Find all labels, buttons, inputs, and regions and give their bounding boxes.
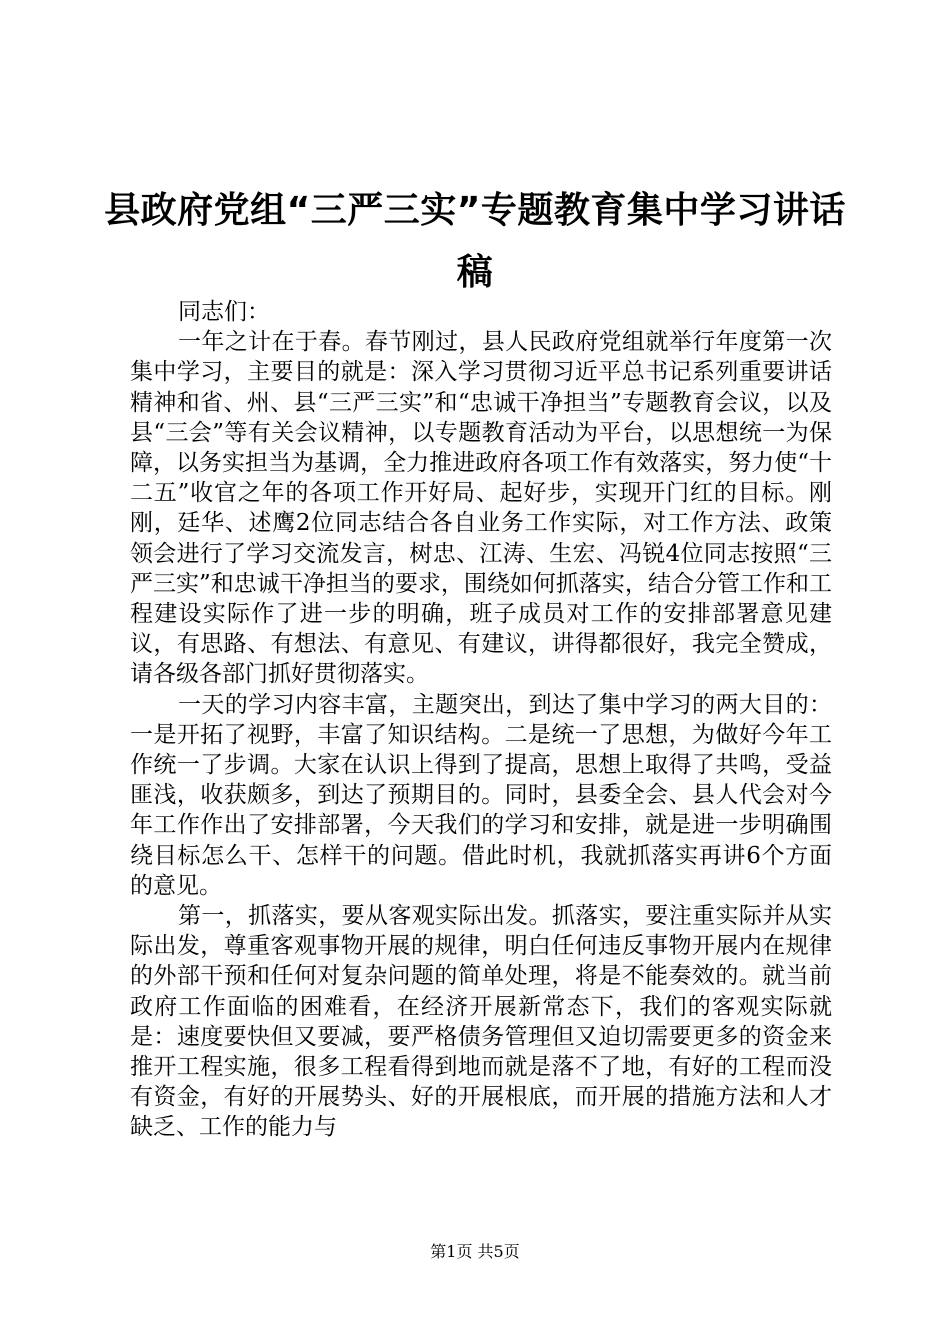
- paragraph-1: 一年之计在于春。春节刚过，县人民政府党组就举行年度第一次集中学习，主要目的就是：深入学习贯彻习近平总书记系列重要讲话精神和省、州、县“三严三实”和“忠诚干净担当”专题教育会议，以及县“三会”等有关会议精神，以专题教育活动为平台，以思想统一为保障，以务实担当为基调，全力推进政府各项工作有效落实，努力使“十二五”收官之年的各项工作开好局、起好步，实现开门红的目标。刚刚，廷华、述鹰2位同志结合各自业务工作实际，对工作方法、政策领会进行了学习交流发言，树忠、江涛、生宏、冯锐4位同志按照“三严三实”和忠诚干净担当的要求，围绕如何抓落实，结合分管工作和工程建设实际作了进一步的明确，班子成员对工作的安排部署意见建议，有思路、有想法、有意见、有建议，讲得都很好，我完全赞成，请各级各部门抓好贯彻落实。: [130, 329, 832, 688]
- paragraph-2: 一天的学习内容丰富，主题突出，到达了集中学习的两大目的：一是开拓了视野，丰富了知识结构。二是统一了思想，为做好今年工作统一了步调。大家在认识上得到了提高，思想上取得了共鸣，受益匪浅，收获颇多，到达了预期目的。同时，县委全会、县人代会对今年工作作出了安排部署，今天我们的学习和安排，就是进一步明确围绕目标怎么干、怎样干的问题。借此时机，我就抓落实再讲6个方面的意见。: [130, 691, 832, 899]
- paragraph-3: 第一，抓落实，要从客观实际出发。抓落实，要注重实际并从实际出发，尊重客观事物开展的规律，明白任何违反事物开展内在规律的外部干预和任何对复杂问题的简单处理，将是不能奏效的。就当前政府工作面临的困难看，在经济开展新常态下，我们的客观实际就是：速度要快但又要减，要严格债务管理但又迫切需要更多的资金来推开工程实施，很多工程看得到地而就是落不了地，有好的工程而没有资金，有好的开展势头、好的开展根底，而开展的措施方法和人才缺乏、工作的能力与: [130, 903, 832, 1141]
- salutation: 同志们：: [178, 299, 270, 325]
- document-body: [130, 297, 832, 1143]
- page-number-footer: 第1页 共5页: [430, 1242, 520, 1261]
- document-title: 县政府党组“三严三实”专题教育集中学习讲话稿: [104, 190, 846, 293]
